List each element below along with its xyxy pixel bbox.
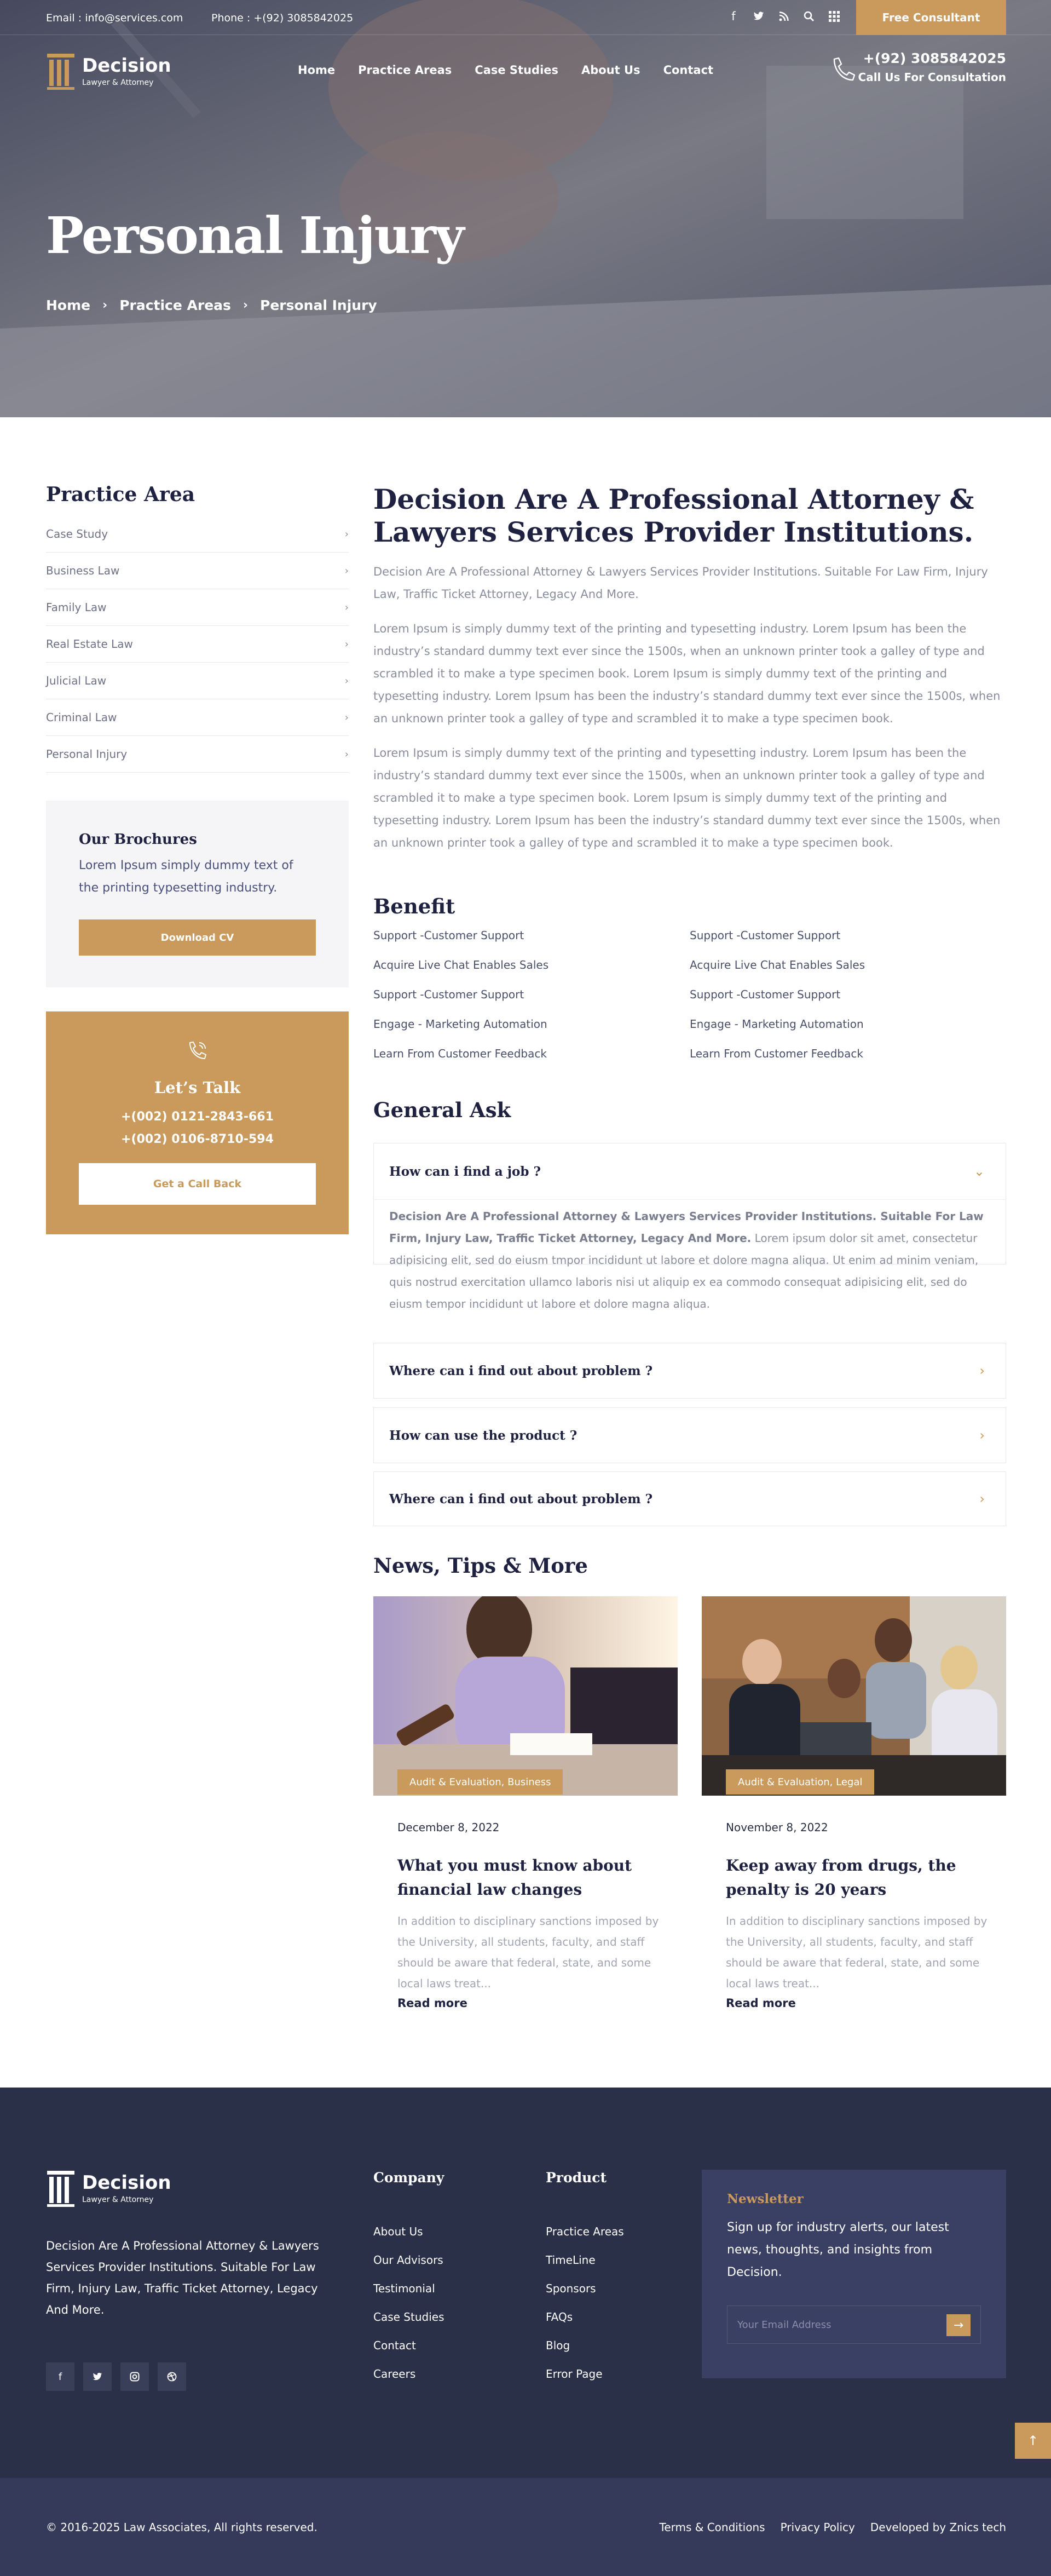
benefit-item: Acquire Live Chat Enables Sales [690,958,865,971]
pillar-logo-icon [46,2170,76,2208]
faq-answer-bold: Decision Are A Professional Attorney & Lawyers Services Provider Institutions. Suitable For Law Firm, Injury Law, Traffic Ticket Attorney, Legacy And More. [389,1210,984,1245]
arrow-right-icon[interactable]: → [946,2314,971,2336]
general-ask-title: General Ask [373,1098,511,1122]
news-date: November 8, 2022 [726,1821,828,1834]
footer-bottom-links [660,2478,1007,2576]
sidebar-item-family-law[interactable] [46,589,349,626]
brochure-text: Lorem Ipsum simply dummy text of the printing typesetting industry. [79,859,293,895]
topbar-phone[interactable]: Phone : +(92) 3085842025 [211,12,354,24]
chevron-right-icon: › [979,1428,985,1443]
footer-bottom-bar [0,2478,1051,2576]
sidebar-title: Practice Area [46,483,195,506]
newsletter-email-input[interactable] [727,2306,935,2343]
footer-product-column [546,2170,624,2379]
news-card-title[interactable]: What you must know about financial law changes [397,1856,632,1899]
faq-question: Where can i find out about problem ? [389,1491,653,1507]
chevron-right-icon: › [344,638,349,650]
brand-tagline: Lawyer & Attorney [82,78,154,87]
sidebar-item-personal-injury[interactable] [46,736,349,773]
brand-name: Decision [82,2172,171,2194]
footer-link-careers[interactable]: Careers [373,2367,416,2381]
developer-link[interactable]: Developed by Znics tech [870,2520,1006,2534]
sidebar-item-case-study[interactable] [46,516,349,553]
brochure-title: Our Brochures [79,831,197,848]
get-call-back-button[interactable]: Get a Call Back [79,1163,316,1205]
search-icon[interactable] [802,9,816,24]
news-card [702,1596,1006,2010]
footer-link-our-advisors[interactable]: Our Advisors [373,2253,443,2267]
dribbble-icon[interactable] [158,2362,186,2391]
footer-link-contact[interactable]: Contact [373,2339,416,2352]
footer-column-title: Company [373,2170,444,2186]
rss-icon[interactable] [777,9,790,24]
brand-tagline: Lawyer & Attorney [82,2195,154,2204]
article-paragraph-1: Lorem Ipsum is simply dummy text of the printing and typesetting industry. Lorem Ipsum has been the industry’s standard dummy text ever since the 1500s, when an unknown printer took a galley of type and scrambled it to make a type specimen book. Lorem Ipsum is simply dummy text of the printing and typesetting industry. Lorem Ipsum has been the industry’s standard dummy text ever since the 1500s, when an unknown printer took a galley of type and scrambled it to make a type specimen book. [373,622,1001,725]
scroll-to-top-icon[interactable]: ↑ [1015,2423,1051,2459]
grid-icon[interactable] [828,9,841,24]
talk-phone-1[interactable]: +(002) 0121-2843-661 [121,1110,274,1124]
newsletter-box [702,2170,1006,2378]
nav-home[interactable]: Home [298,64,336,77]
chevron-right-icon: › [979,1363,985,1378]
privacy-link[interactable]: Privacy Policy [780,2520,855,2534]
news-title: News, Tips & More [373,1554,588,1578]
sidebar-item-label: Julicial Law [46,674,107,687]
read-more-link[interactable]: Read more [397,1997,467,2010]
lets-talk-box [46,1011,349,1234]
faq-question: Where can i find out about problem ? [389,1363,653,1378]
benefit-list [373,929,1006,1059]
download-cv-button[interactable]: Download CV [79,919,316,956]
faq-item-expanded[interactable] [373,1143,1006,1199]
chevron-right-icon: › [344,528,349,540]
footer-description: Decision Are A Professional Attorney & Lawyers Services Provider Institutions. Suitable For Law Firm, Injury Law, Traffic Ticket Attorney, Legacy And More. [46,2239,319,2316]
benefit-item: Engage - Marketing Automation [373,1017,547,1031]
pillar-logo-icon [46,53,76,91]
article-paragraph-2: Lorem Ipsum is simply dummy text of the printing and typesetting industry. Lorem Ipsum has been the industry’s standard dummy text ever since the 1500s, when an unknown printer took a galley of type and scrambled it to make a type specimen book. Lorem Ipsum is simply dummy text of the printing and typesetting industry. Lorem Ipsum has been the industry’s standard dummy text ever since the 1500s, when an unknown printer took a galley of type and scrambled it to make a type specimen book. [373,746,1001,849]
footer-link-error-page[interactable]: Error Page [546,2367,603,2381]
article-title: Decision Are A Professional Attorney & Lawyers Services Provider Institutions. [373,483,974,548]
benefit-item: Learn From Customer Feedback [690,1047,863,1060]
instagram-icon[interactable] [120,2362,149,2391]
facebook-icon[interactable]: f [46,2362,74,2391]
benefit-item: Support -Customer Support [373,929,524,942]
sidebar-item-label: Case Study [46,527,108,540]
chevron-down-icon: ⌄ [973,1164,985,1179]
news-image[interactable] [373,1596,678,1796]
faq-question: How can i find a job ? [389,1164,541,1179]
twitter-icon[interactable] [83,2362,112,2391]
sidebar-item-label: Criminal Law [46,711,117,724]
sidebar-item-label: Family Law [46,601,107,614]
news-card [373,1596,678,2010]
news-card-title[interactable]: Keep away from drugs, the penalty is 20 years [726,1856,956,1899]
chevron-right-icon: › [344,601,349,613]
call-number: +(92) 3085842025 [863,50,1006,66]
newsletter-text: Sign up for industry alerts, our latest news, thoughts, and insights from Decision. [727,2221,949,2279]
topbar-icons [727,9,841,24]
benefit-item: Support -Customer Support [690,929,841,942]
chevron-right-icon: › [344,565,349,577]
phone-icon [830,56,855,83]
news-category[interactable]: Audit & Evaluation, Business [397,1769,563,1795]
main-content [0,417,1051,2088]
faq-question: How can use the product ? [389,1428,578,1443]
sidebar-item-label: Business Law [46,564,120,577]
top-bar [0,0,1051,35]
nav-about-us[interactable]: About Us [581,64,640,77]
benefit-item: Support -Customer Support [373,988,524,1001]
footer-link-about-us[interactable]: About Us [373,2225,423,2238]
copyright-text: © 2016-2025 Law Associates, All rights reserved. [46,2520,317,2534]
faq-answer-text: Lorem ipsum dolor sit amet, consectetur adipisicing elit, sed do eiusm tmpor incididunt ut labore et dolore magna aliqua. Ut enim ad minim veniam, quis nostrud exercitation ullamco laboris nisi ut aliquip ex ea commodo consequat adipisicing elit, sed do eiusm tempor incididunt ut labore et dolore magna aliqua. [389,1232,979,1310]
nav-practice-areas[interactable]: Practice Areas [358,64,452,77]
faq-answer [373,1199,1006,1310]
sidebar-item-business-law[interactable] [46,553,349,589]
footer-link-timeline[interactable]: TimeLine [546,2253,596,2267]
faq-item[interactable] [373,1343,1006,1399]
nav-contact[interactable]: Contact [663,64,714,77]
footer-logo[interactable] [46,2170,171,2208]
faq-item[interactable] [373,1471,1006,1526]
chevron-right-icon: › [344,748,349,760]
article [373,483,1006,854]
hero-banner [0,0,1051,417]
page-title: Personal Injury [46,206,464,265]
main-nav [298,64,713,77]
twitter-icon[interactable] [752,9,765,24]
call-box[interactable] [858,50,1006,84]
benefit-item: Acquire Live Chat Enables Sales [373,958,549,971]
call-label: Call Us For Consultation [858,71,1006,84]
news-category[interactable]: Audit & Evaluation, Legal [726,1769,874,1795]
chevron-right-icon: › [242,298,248,312]
breadcrumb-practice-areas[interactable]: Practice Areas [119,297,231,313]
facebook-icon[interactable]: f [731,10,736,23]
newsletter-title: Newsletter [727,2192,804,2206]
phone-call-icon [186,1040,208,1062]
footer-link-sponsors[interactable]: Sponsors [546,2282,596,2295]
benefit-item: Engage - Marketing Automation [690,1017,864,1031]
brand-name: Decision [82,55,171,77]
chevron-right-icon: › [102,298,108,312]
benefit-item: Support -Customer Support [690,988,841,1001]
footer-company-column [373,2170,444,2379]
practice-area-list [46,516,349,773]
news-date: December 8, 2022 [397,1821,500,1834]
breadcrumb-current: Personal Injury [260,297,377,313]
chevron-right-icon: › [344,711,349,723]
sidebar-item-real-estate-law[interactable] [46,626,349,663]
sidebar-item-label: Real Estate Law [46,637,133,651]
lets-talk-title: Let’s Talk [154,1078,241,1097]
talk-phone-2[interactable]: +(002) 0106-8710-594 [121,1132,274,1146]
breadcrumb-home[interactable]: Home [46,297,91,313]
newsletter-form [727,2305,981,2344]
footer-link-practice-areas[interactable]: Practice Areas [546,2225,624,2238]
article-lead: Decision Are A Professional Attorney & Lawyers Services Provider Institutions. Suitable For Law Firm, Injury Law, Traffic Ticket Attorney, Legacy And More. [373,565,988,601]
news-excerpt: In addition to disciplinary sanctions imposed by the University, all students, faculty, and staff should be aware that federal, state, and some local laws treat... [397,1914,659,1990]
news-excerpt: In addition to disciplinary sanctions imposed by the University, all students, faculty, and staff should be aware that federal, state, and some local laws treat... [726,1914,988,1990]
terms-link[interactable]: Terms & Conditions [659,2520,765,2534]
sidebar-item-label: Personal Injury [46,748,128,761]
nav-case-studies[interactable]: Case Studies [475,64,559,77]
chevron-right-icon: › [344,675,349,687]
footer-link-case-studies[interactable]: Case Studies [373,2310,444,2324]
news-photo-meeting [702,1596,1006,1796]
news-image[interactable] [702,1596,1006,1796]
brochure-box [46,801,349,987]
faq-item[interactable] [373,1407,1006,1463]
footer-link-faqs[interactable]: FAQs [546,2310,573,2324]
chevron-right-icon: › [979,1491,985,1507]
breadcrumb [46,297,377,313]
footer-column-title: Product [546,2170,607,2186]
footer-link-blog[interactable]: Blog [546,2339,570,2352]
topbar-email[interactable]: Email : info@services.com [46,12,183,24]
news-photo-gavel [373,1596,678,1796]
site-footer [0,2088,1051,2576]
footer-socials [46,2362,186,2391]
read-more-link[interactable]: Read more [726,1997,796,2010]
sidebar-item-judicial-law[interactable] [46,663,349,699]
sidebar-item-criminal-law[interactable] [46,699,349,736]
footer-link-testimonial[interactable]: Testimonial [373,2282,435,2295]
benefit-title: Benefit [373,894,455,918]
site-logo[interactable] [46,53,171,91]
free-consultant-button[interactable]: Free Consultant [856,0,1006,35]
benefit-item: Learn From Customer Feedback [373,1047,547,1060]
